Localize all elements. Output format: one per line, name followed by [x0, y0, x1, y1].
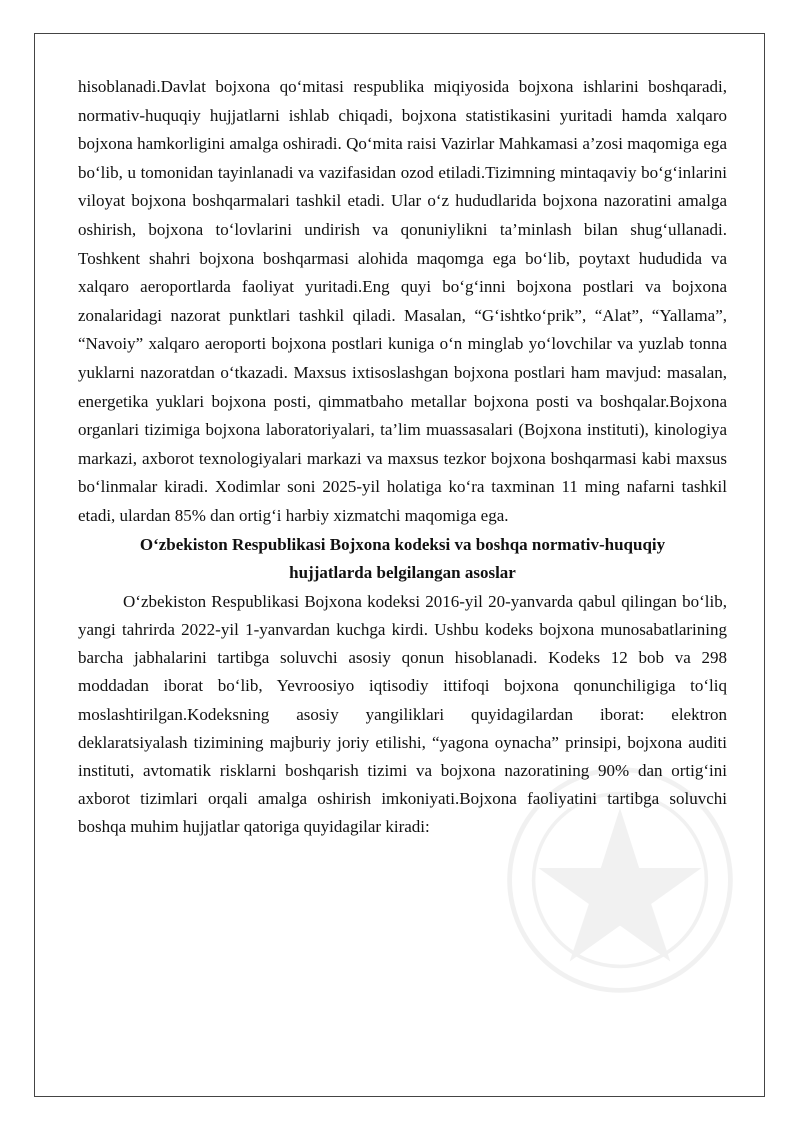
- body-paragraph: O‘zbekiston Respublikasi Bojxona kodeksi 2016-yil 20-yanvarda qabul qilingan bo‘lib, yangi tahrirda 2022-yil 1-yanvardan kuchga kirdi. Ushbu kodeks bojxona munosabatlarining barcha jabhalarini tartibga soluvchi asosiy qonun hisoblanadi. Kodeks 12 bob va 298 moddadan iborat bo‘lib, Yevroosiyo iqtisodiy ittifoqi bojxona qonunchiligiga to‘liq moslashtirilgan.Kodeksning asosiy yangiliklari quyidagilardan iborat: elektron deklaratsiyalash tizimining majburiy joriy etilishi, “yagona oynacha” prinsipi, bojxona auditi instituti, avtomatik risklarni boshqarish tizimi va bojxona nazoratining 90% dan ortig‘ini axborot tizimlari orqali amalga oshirish imkoniyati.Bojxona faoliyatini tartibga soluvchi boshqa muhim hujjatlar qatoriga quyidagilar kiradi:: [78, 591, 727, 837]
- body-paragraph: hisoblanadi.Davlat bojxona qo‘mitasi respublika miqiyosida bojxona ishlarini boshqaradi, normativ-huquqiy hujjatlarni ishlab chiqadi, bojxona statistikasini yuritadi hamda xalqaro bojxona hamkorligini amalga oshiradi. Qo‘mita raisi Vazirlar Mahkamasi a’zosi maqomiga ega bo‘lib, u tomonidan tayinlanadi va vazifasidan ozod etiladi.Tizimning mintaqaviy bo‘g‘inlarini viloyat bojxona boshqarmalari tashkil etadi. Ular o‘z hududlarida bojxona nazoratini amalga oshirish, bojxona to‘lovlarini undirish va qonuniylikni ta’minlash bilan shug‘ullanadi. Toshkent shahri bojxona boshqarmasi alohida maqomga ega bo‘lib, poytaxt hududida va xalqaro aeroportlarda faoliyat yuritadi.Eng quyi bo‘g‘inni bojxona postlari va bojxona zonalaridagi nazorat punktlari tashkil qiladi. Masalan, “G‘ishtko‘prik”, “Alat”, “Yallama”, “Navoiy” xalqaro aeroporti bojxona postlari kuniga o‘n minglab yo‘lovchilar va yuzlab tonna yuklarni nazoratdan o‘tkazadi. Maxsus ixtisoslashgan bojxona postlari ham mavjud: masalan, energetika yuklari bojxona posti, qimmatbaho metallar bojxona posti va boshqalar.Bojxona organlari tizimiga bojxona laboratoriyalari, ta’lim muassasalari (Bojxona instituti), kinologiya markazi, axborot texnologiyalari markazi va maxsus tezkor bojxona boshqarmasi kabi maxsus bo‘linmalar kiradi. Xodimlar soni 2025-yil holatiga ko‘ra taxminan 11 ming nafarni tashkil etadi, ulardan 85% dan ortig‘i harbiy xizmatchi maqomiga ega.: [78, 77, 727, 525]
- section-heading-line-1: O‘zbekiston Respublikasi Bojxona kodeksi va boshqa normativ-huquqiy: [139, 534, 666, 554]
- document-body: [78, 73, 727, 842]
- section-heading-line-2: hujjatlarda belgilangan asoslar: [289, 563, 516, 583]
